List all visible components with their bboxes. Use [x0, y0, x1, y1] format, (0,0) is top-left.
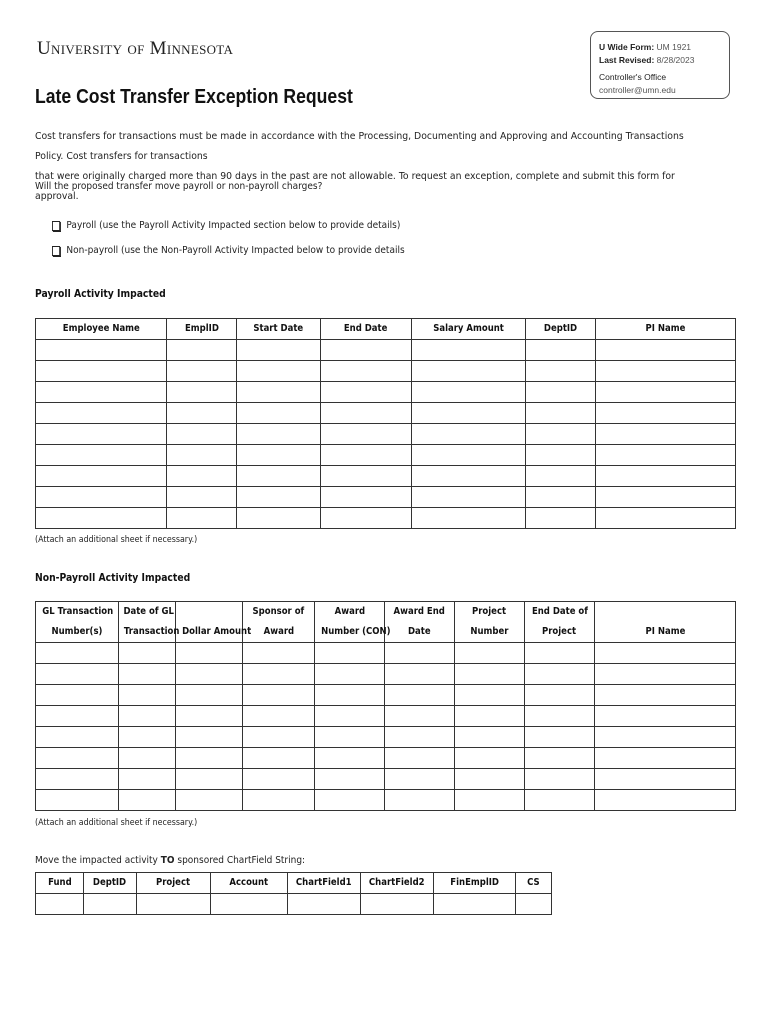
chartfield-cell[interactable]	[361, 894, 434, 915]
chartfield-cell[interactable]	[434, 894, 516, 915]
payroll-table	[35, 318, 736, 529]
payroll-cell[interactable]	[237, 340, 321, 361]
nonpayroll-cell[interactable]	[315, 664, 385, 685]
nonpayroll-cell[interactable]	[595, 706, 736, 727]
payroll-cell[interactable]	[412, 445, 526, 466]
university-logo: University of Minnesota	[37, 38, 234, 59]
nonpayroll-row	[36, 664, 736, 685]
nonpayroll-row	[36, 790, 736, 811]
nonpayroll-cell[interactable]	[455, 685, 525, 706]
column-header-emplid: EmplID	[167, 319, 237, 340]
nonpayroll-cell[interactable]	[315, 769, 385, 790]
nonpayroll-cell[interactable]	[385, 727, 455, 748]
nonpayroll-cell[interactable]	[176, 643, 243, 664]
nonpayroll-cell[interactable]	[455, 769, 525, 790]
column-header-finemplid: FinEmplID	[434, 873, 516, 894]
nonpayroll-row	[36, 706, 736, 727]
payroll-cell[interactable]	[167, 445, 237, 466]
nonpayroll-cell[interactable]	[525, 685, 595, 706]
form-number: U Wide Form: UM 1921	[599, 42, 692, 52]
chartfield-cell[interactable]	[516, 894, 552, 915]
nonpayroll-option[interactable]	[52, 245, 405, 256]
payroll-cell[interactable]	[321, 340, 412, 361]
payroll-cell[interactable]	[526, 340, 596, 361]
nonpayroll-cell[interactable]	[525, 643, 595, 664]
payroll-cell[interactable]	[526, 508, 596, 529]
payroll-cell[interactable]	[526, 424, 596, 445]
nonpayroll-cell[interactable]	[243, 769, 315, 790]
payroll-cell[interactable]	[526, 403, 596, 424]
payroll-option-label: Payroll (use the Payroll Activity Impacted section below to provide details)	[66, 220, 401, 231]
payroll-cell[interactable]	[36, 403, 167, 424]
column-header-salary-amount: Salary Amount	[412, 319, 526, 340]
payroll-cell[interactable]	[412, 403, 526, 424]
column-header-project: Project	[137, 873, 211, 894]
nonpayroll-cell[interactable]	[315, 790, 385, 811]
nonpayroll-cell[interactable]	[243, 685, 315, 706]
nonpayroll-cell[interactable]	[36, 748, 119, 769]
payroll-cell[interactable]	[237, 424, 321, 445]
column-header-gl-transaction-number-s: GL Transaction Number(s)	[36, 602, 119, 643]
payroll-cell[interactable]	[596, 340, 736, 361]
column-header-end-date-of-project: End Date of Project	[525, 602, 595, 643]
nonpayroll-cell[interactable]	[385, 769, 455, 790]
nonpayroll-cell[interactable]	[36, 769, 119, 790]
payroll-row	[36, 508, 736, 529]
payroll-cell[interactable]	[526, 361, 596, 382]
payroll-cell[interactable]	[596, 403, 736, 424]
payroll-cell[interactable]	[167, 487, 237, 508]
payroll-row	[36, 445, 736, 466]
nonpayroll-row	[36, 685, 736, 706]
payroll-cell[interactable]	[412, 382, 526, 403]
payroll-row	[36, 466, 736, 487]
column-header-end-date: End Date	[321, 319, 412, 340]
form-info-box	[590, 31, 730, 99]
nonpayroll-attach-note: (Attach an additional sheet if necessary.)	[35, 818, 198, 828]
nonpayroll-cell[interactable]	[176, 685, 243, 706]
payroll-cell[interactable]	[237, 508, 321, 529]
payroll-cell[interactable]	[36, 361, 167, 382]
nonpayroll-cell[interactable]	[119, 685, 176, 706]
nonpayroll-cell[interactable]	[315, 748, 385, 769]
column-header-award-end-date: Award End Date	[385, 602, 455, 643]
nonpayroll-cell[interactable]	[595, 664, 736, 685]
nonpayroll-cell[interactable]	[176, 727, 243, 748]
nonpayroll-cell[interactable]	[315, 727, 385, 748]
nonpayroll-cell[interactable]	[595, 685, 736, 706]
payroll-cell[interactable]	[321, 403, 412, 424]
payroll-cell[interactable]	[526, 466, 596, 487]
payroll-cell[interactable]	[596, 361, 736, 382]
nonpayroll-table	[35, 601, 736, 811]
payroll-row	[36, 361, 736, 382]
payroll-cell[interactable]	[412, 424, 526, 445]
move-instruction: Move the impacted activity TO sponsored ChartField String:	[35, 855, 306, 866]
column-header-project-number: Project Number	[455, 602, 525, 643]
nonpayroll-section-heading: Non-Payroll Activity Impacted	[35, 572, 191, 584]
payroll-cell[interactable]	[321, 487, 412, 508]
payroll-option[interactable]	[52, 220, 400, 231]
transfer-type-question: Will the proposed transfer move payroll or non-payroll charges?	[35, 181, 323, 192]
page-title: Late Cost Transfer Exception Request	[35, 86, 353, 108]
payroll-cell[interactable]	[596, 424, 736, 445]
nonpayroll-cell[interactable]	[243, 706, 315, 727]
nonpayroll-cell[interactable]	[36, 727, 119, 748]
payroll-cell[interactable]	[237, 466, 321, 487]
payroll-cell[interactable]	[36, 445, 167, 466]
nonpayroll-cell[interactable]	[525, 769, 595, 790]
payroll-cell[interactable]	[237, 445, 321, 466]
payroll-cell[interactable]	[167, 361, 237, 382]
column-header-dollar-amount: Dollar Amount	[176, 602, 243, 643]
payroll-cell[interactable]	[167, 424, 237, 445]
payroll-cell[interactable]	[36, 466, 167, 487]
nonpayroll-cell[interactable]	[595, 643, 736, 664]
nonpayroll-cell[interactable]	[315, 643, 385, 664]
payroll-cell[interactable]	[596, 382, 736, 403]
payroll-cell[interactable]	[412, 361, 526, 382]
nonpayroll-cell[interactable]	[119, 727, 176, 748]
nonpayroll-cell[interactable]	[243, 790, 315, 811]
payroll-cell[interactable]	[526, 382, 596, 403]
nonpayroll-cell[interactable]	[176, 664, 243, 685]
column-header-cs: CS	[516, 873, 552, 894]
chartfield-cell[interactable]	[211, 894, 288, 915]
payroll-cell[interactable]	[412, 340, 526, 361]
nonpayroll-cell[interactable]	[385, 748, 455, 769]
nonpayroll-cell[interactable]	[315, 685, 385, 706]
payroll-cell[interactable]	[167, 340, 237, 361]
office-contact: Controller's Office controller@umn.edu	[599, 72, 676, 95]
nonpayroll-cell[interactable]	[119, 769, 176, 790]
payroll-cell[interactable]	[167, 508, 237, 529]
payroll-cell[interactable]	[237, 361, 321, 382]
nonpayroll-cell[interactable]	[595, 769, 736, 790]
payroll-cell[interactable]	[412, 508, 526, 529]
nonpayroll-cell[interactable]	[119, 748, 176, 769]
chartfield-cell[interactable]	[288, 894, 361, 915]
nonpayroll-cell[interactable]	[525, 706, 595, 727]
nonpayroll-cell[interactable]	[119, 706, 176, 727]
payroll-checkbox[interactable]	[52, 221, 60, 231]
payroll-cell[interactable]	[596, 466, 736, 487]
nonpayroll-option-label: Non-payroll (use the Non-Payroll Activity Impacted below to provide details	[66, 245, 405, 256]
payroll-cell[interactable]	[321, 361, 412, 382]
payroll-cell[interactable]	[321, 445, 412, 466]
payroll-cell[interactable]	[596, 508, 736, 529]
nonpayroll-cell[interactable]	[36, 790, 119, 811]
nonpayroll-cell[interactable]	[385, 790, 455, 811]
nonpayroll-cell[interactable]	[385, 643, 455, 664]
column-header-pi-name: PI Name	[595, 602, 736, 643]
payroll-cell[interactable]	[596, 487, 736, 508]
payroll-cell[interactable]	[596, 445, 736, 466]
payroll-cell[interactable]	[321, 508, 412, 529]
payroll-row	[36, 403, 736, 424]
chartfield-cell[interactable]	[137, 894, 211, 915]
payroll-cell[interactable]	[167, 466, 237, 487]
column-header-date-of-gl-transaction: Date of GL Transaction	[119, 602, 176, 643]
nonpayroll-cell[interactable]	[176, 790, 243, 811]
payroll-attach-note: (Attach an additional sheet if necessary.)	[35, 535, 198, 545]
payroll-row	[36, 487, 736, 508]
nonpayroll-row	[36, 727, 736, 748]
payroll-row	[36, 424, 736, 445]
payroll-row	[36, 382, 736, 403]
nonpayroll-cell[interactable]	[455, 790, 525, 811]
nonpayroll-cell[interactable]	[243, 748, 315, 769]
nonpayroll-cell[interactable]	[525, 748, 595, 769]
payroll-cell[interactable]	[412, 487, 526, 508]
payroll-cell[interactable]	[36, 508, 167, 529]
nonpayroll-cell[interactable]	[455, 727, 525, 748]
nonpayroll-cell[interactable]	[243, 664, 315, 685]
payroll-cell[interactable]	[237, 403, 321, 424]
column-header-account: Account	[211, 873, 288, 894]
nonpayroll-cell[interactable]	[176, 706, 243, 727]
nonpayroll-cell[interactable]	[176, 769, 243, 790]
payroll-cell[interactable]	[321, 424, 412, 445]
chartfield-cell[interactable]	[84, 894, 137, 915]
nonpayroll-cell[interactable]	[455, 706, 525, 727]
payroll-cell[interactable]	[237, 487, 321, 508]
nonpayroll-row	[36, 769, 736, 790]
nonpayroll-row	[36, 643, 736, 664]
nonpayroll-cell[interactable]	[36, 685, 119, 706]
nonpayroll-cell[interactable]	[119, 664, 176, 685]
nonpayroll-cell[interactable]	[525, 664, 595, 685]
nonpayroll-cell[interactable]	[385, 685, 455, 706]
nonpayroll-cell[interactable]	[243, 643, 315, 664]
payroll-cell[interactable]	[36, 424, 167, 445]
office-email-link[interactable]: controller@umn.edu	[599, 85, 676, 95]
nonpayroll-cell[interactable]	[595, 727, 736, 748]
column-header-employee-name: Employee Name	[36, 319, 167, 340]
nonpayroll-cell[interactable]	[525, 790, 595, 811]
nonpayroll-cell[interactable]	[595, 790, 736, 811]
nonpayroll-cell[interactable]	[119, 643, 176, 664]
chartfield-table	[35, 872, 552, 915]
nonpayroll-checkbox[interactable]	[52, 246, 60, 256]
nonpayroll-cell[interactable]	[385, 664, 455, 685]
payroll-cell[interactable]	[36, 487, 167, 508]
column-header-deptid: DeptID	[526, 319, 596, 340]
revised-date: Last Revised: 8/28/2023	[599, 55, 695, 65]
payroll-cell[interactable]	[167, 382, 237, 403]
column-header-pi-name: PI Name	[596, 319, 736, 340]
payroll-cell[interactable]	[526, 445, 596, 466]
payroll-cell[interactable]	[36, 340, 167, 361]
payroll-cell[interactable]	[36, 382, 167, 403]
column-header-chartfield2: ChartField2	[361, 873, 434, 894]
nonpayroll-cell[interactable]	[176, 748, 243, 769]
nonpayroll-cell[interactable]	[36, 664, 119, 685]
nonpayroll-cell[interactable]	[315, 706, 385, 727]
column-header-start-date: Start Date	[237, 319, 321, 340]
nonpayroll-cell[interactable]	[455, 748, 525, 769]
nonpayroll-cell[interactable]	[455, 664, 525, 685]
payroll-cell[interactable]	[237, 382, 321, 403]
nonpayroll-cell[interactable]	[385, 706, 455, 727]
intro-paragraph: Cost transfers for transactions must be made in accordance with the Processing, Documenting and Approving and Accounting Transactions Policy. Cost transfers for transactions that were originally charged more than 90 days in the past are not allowable. To request an exception, complete and submit this form for approval.	[35, 131, 684, 202]
nonpayroll-cell[interactable]	[243, 727, 315, 748]
payroll-cell[interactable]	[412, 466, 526, 487]
column-header-deptid: DeptID	[84, 873, 137, 894]
payroll-section-heading: Payroll Activity Impacted	[35, 288, 166, 300]
nonpayroll-cell[interactable]	[525, 727, 595, 748]
column-header-fund: Fund	[36, 873, 84, 894]
payroll-cell[interactable]	[321, 466, 412, 487]
payroll-cell[interactable]	[526, 487, 596, 508]
chartfield-row	[36, 894, 552, 915]
column-header-chartfield1: ChartField1	[288, 873, 361, 894]
nonpayroll-cell[interactable]	[455, 643, 525, 664]
nonpayroll-cell[interactable]	[119, 790, 176, 811]
nonpayroll-cell[interactable]	[595, 748, 736, 769]
chartfield-cell[interactable]	[36, 894, 84, 915]
column-header-sponsor-of-award: Sponsor of Award	[243, 602, 315, 643]
nonpayroll-cell[interactable]	[36, 706, 119, 727]
nonpayroll-row	[36, 748, 736, 769]
nonpayroll-cell[interactable]	[36, 643, 119, 664]
payroll-cell[interactable]	[321, 382, 412, 403]
column-header-award-number-con: Award Number (CON)	[315, 602, 385, 643]
payroll-row	[36, 340, 736, 361]
payroll-cell[interactable]	[167, 403, 237, 424]
